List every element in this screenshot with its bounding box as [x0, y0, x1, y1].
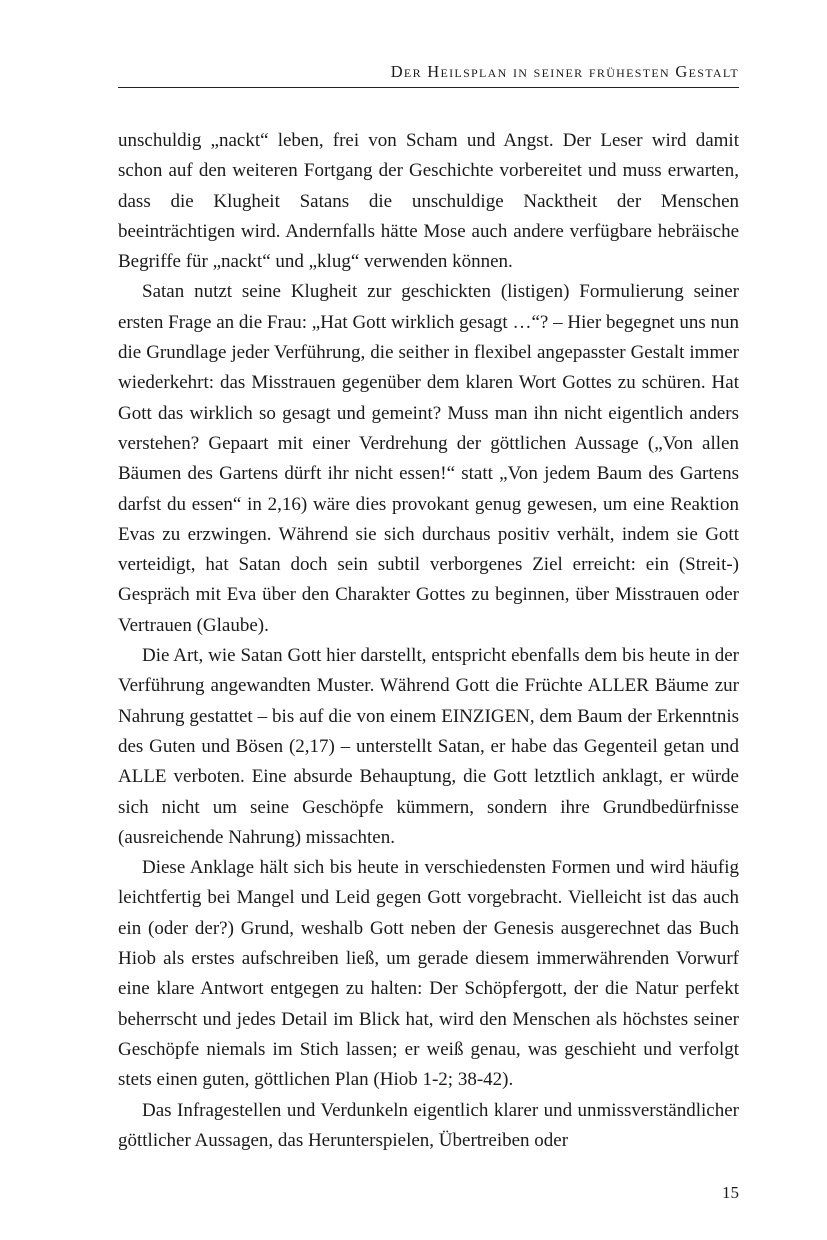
paragraph: unschuldig „nackt“ leben, frei von Scham und Angst. Der Leser wird damit schon auf den weiteren Fortgang der Geschichte vorbereitet und muss erwarten, dass die Klugheit Satans die unschuldige Nacktheit der Menschen beeinträchtigen wird. Andernfalls hätte Mose auch andere verfügbare hebräische Begriffe für „nackt“ und „klug“ verwenden können. — [118, 130, 739, 273]
header-rule — [118, 87, 739, 88]
paragraph: Diese Anklage hält sich bis heute in verschiedensten Formen und wird häufig leichtfertig bei Mangel und Leid gegen Gott vorgebracht. Vielleicht ist das auch ein (oder der?) Grund, weshalb Gott neben der Genesis ausgerechnet das Buch Hiob als erstes aufschreiben ließ, um gerade diesem immerwährenden Vorwurf eine klare Antwort entgegen zu halten: Der Schöpfergott, der die Natur perfekt beherrscht und jedes Detail im Blick hat, wird den Menschen als höchstes seiner Geschöpfe niemals im Stich lassen; er weiß genau, was geschieht und verfolgt stets einen guten, göttlichen Plan (Hiob 1-2; 38-42). — [118, 857, 739, 1091]
running-head: Der Heilsplan in seiner frühesten Gestalt — [390, 62, 739, 81]
paragraph: Die Art, wie Satan Gott hier darstellt, entspricht ebenfalls dem bis heute in der Verführung angewandten Muster. Während Gott die Früchte ALLER Bäume zur Nahrung gestattet – bis auf die von einem EINZIGEN, dem Baum der Erkenntnis des Guten und Bösen (2,17) – unterstellt Satan, er habe das Gegenteil getan und ALLE verboten. Eine absurde Behauptung, die Gott letztlich anklagt, er würde sich nicht um seine Geschöpfe kümmern, sondern ihre Grundbedürfnisse (ausreichende Nahrung) missachten. — [118, 645, 739, 848]
page-number: 15 — [722, 1183, 739, 1202]
body-text — [118, 126, 739, 1156]
paragraph: Satan nutzt seine Klugheit zur geschickten (listigen) Formulierung seiner ersten Frage an die Frau: „Hat Gott wirklich gesagt …“? – Hier begegnet uns nun die Grundlage jeder Verführung, die seither in flexibel angepasster Gestalt immer wiederkehrt: das Misstrauen gegenüber dem klaren Wort Gottes zu schüren. Hat Gott das wirklich so gesagt und gemeint? Muss man ihn nicht eigentlich anders verstehen? Gepaart mit einer Verdrehung der göttlichen Aussage („Von allen Bäumen des Gartens dürft ihr nicht essen!“ statt „Von jedem Baum des Gartens darfst du essen“ in 2,16) wäre dies provokant genug gewesen, um eine Reaktion Evas zu erzwingen. Während sie sich durchaus positiv verhält, indem sie Gott verteidigt, hat Satan doch sein subtil verborgenes Ziel erreicht: ein (Streit-) Gespräch mit Eva über den Charakter Gottes zu beginnen, über Misstrauen oder Vertrauen (Glaube). — [118, 281, 739, 636]
paragraph: Das Infragestellen und Verdunkeln eigentlich klarer und unmissverständlicher göttlicher Aussagen, das Herunterspielen, Übertreiben oder — [118, 1099, 739, 1151]
